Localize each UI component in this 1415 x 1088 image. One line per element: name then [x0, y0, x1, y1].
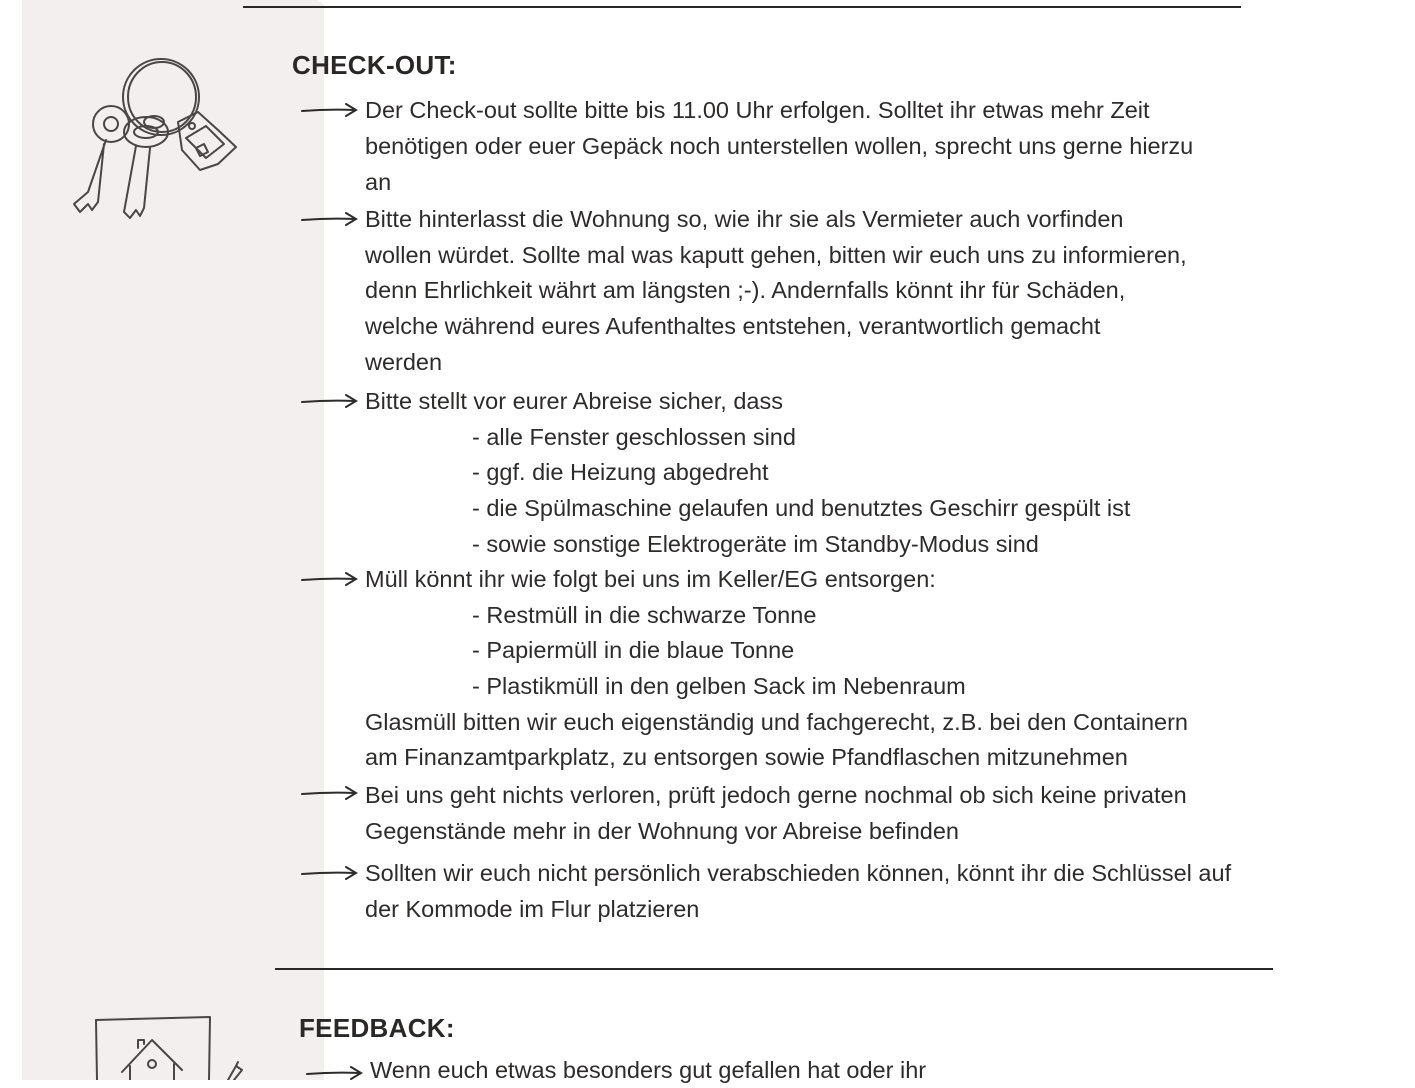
item-line: Gegenstände mehr in der Wohnung vor Abreise befinden	[365, 818, 959, 844]
arrow-right-icon	[300, 572, 358, 586]
sub-item: - sowie sonstige Elektrogeräte im Standby-Modus sind	[472, 531, 1039, 557]
item-line: benötigen oder euer Gepäck noch unterstellen wollen, sprecht uns gerne hierzu	[365, 133, 1194, 159]
top-divider	[243, 6, 1241, 8]
arrow-right-icon	[300, 786, 358, 800]
item-line: Der Check-out sollte bitte bis 11.00 Uhr erfolgen. Solltet ihr etwas mehr Zeit	[365, 97, 1150, 123]
sub-item: - die Spülmaschine gelaufen und benutztes Geschirr gespült ist	[472, 495, 1131, 521]
item-line: werden	[365, 349, 443, 375]
sub-item: - ggf. die Heizung abgedreht	[472, 459, 769, 485]
item-line: Müll könnt ihr wie folgt bei uns im Keller/EG entsorgen:	[365, 566, 936, 592]
section-divider	[275, 968, 1273, 970]
arrow-right-icon	[300, 212, 358, 226]
item-line: denn Ehrlichkeit währt am längsten ;-). Andernfalls könnt ihr für Schäden,	[365, 277, 1126, 303]
keys-icon	[66, 52, 246, 222]
item-line: wollen würdet. Sollte mal was kaputt gehen, bitten wir euch uns zu informieren,	[365, 242, 1187, 268]
item-line: Sollten wir euch nicht persönlich verabschieden können, könnt ihr die Schlüssel auf	[365, 860, 1232, 886]
sub-item: - Papiermüll in die blaue Tonne	[472, 637, 795, 663]
arrow-right-icon	[300, 394, 358, 408]
item-line: Bitte hinterlasst die Wohnung so, wie ihr sie als Vermieter auch vorfinden	[365, 206, 1124, 232]
checkout-title: CHECK-OUT:	[292, 50, 457, 80]
arrow-right-icon	[300, 103, 358, 117]
sub-item: - alle Fenster geschlossen sind	[472, 424, 796, 450]
item-line: Glasmüll bitten wir euch eigenständig und fachgerecht, z.B. bei den Containern	[365, 709, 1188, 735]
sub-item: - Restmüll in die schwarze Tonne	[472, 602, 817, 628]
item-line: Bitte stellt vor eurer Abreise sicher, dass	[365, 388, 783, 414]
item-line: der Kommode im Flur platzieren	[365, 896, 700, 922]
sub-item: - Plastikmüll in den gelben Sack im Nebenraum	[472, 673, 966, 699]
item-line: Wenn euch etwas besonders gut gefallen hat oder ihr	[370, 1057, 927, 1083]
item-line: am Finanzamtparkplatz, zu entsorgen sowie Pfandflaschen mitzunehmen	[365, 744, 1128, 770]
arrow-right-icon	[305, 1066, 363, 1080]
feedback-title: FEEDBACK:	[299, 1013, 455, 1043]
item-line: Bei uns geht nichts verloren, prüft jedoch gerne nochmal ob sich keine privaten	[365, 782, 1187, 808]
item-line: an	[365, 169, 392, 195]
house-frame-icon	[90, 1012, 250, 1080]
arrow-right-icon	[300, 866, 358, 880]
item-line: welche während eures Aufenthaltes entstehen, verantwortlich gemacht	[365, 313, 1101, 339]
